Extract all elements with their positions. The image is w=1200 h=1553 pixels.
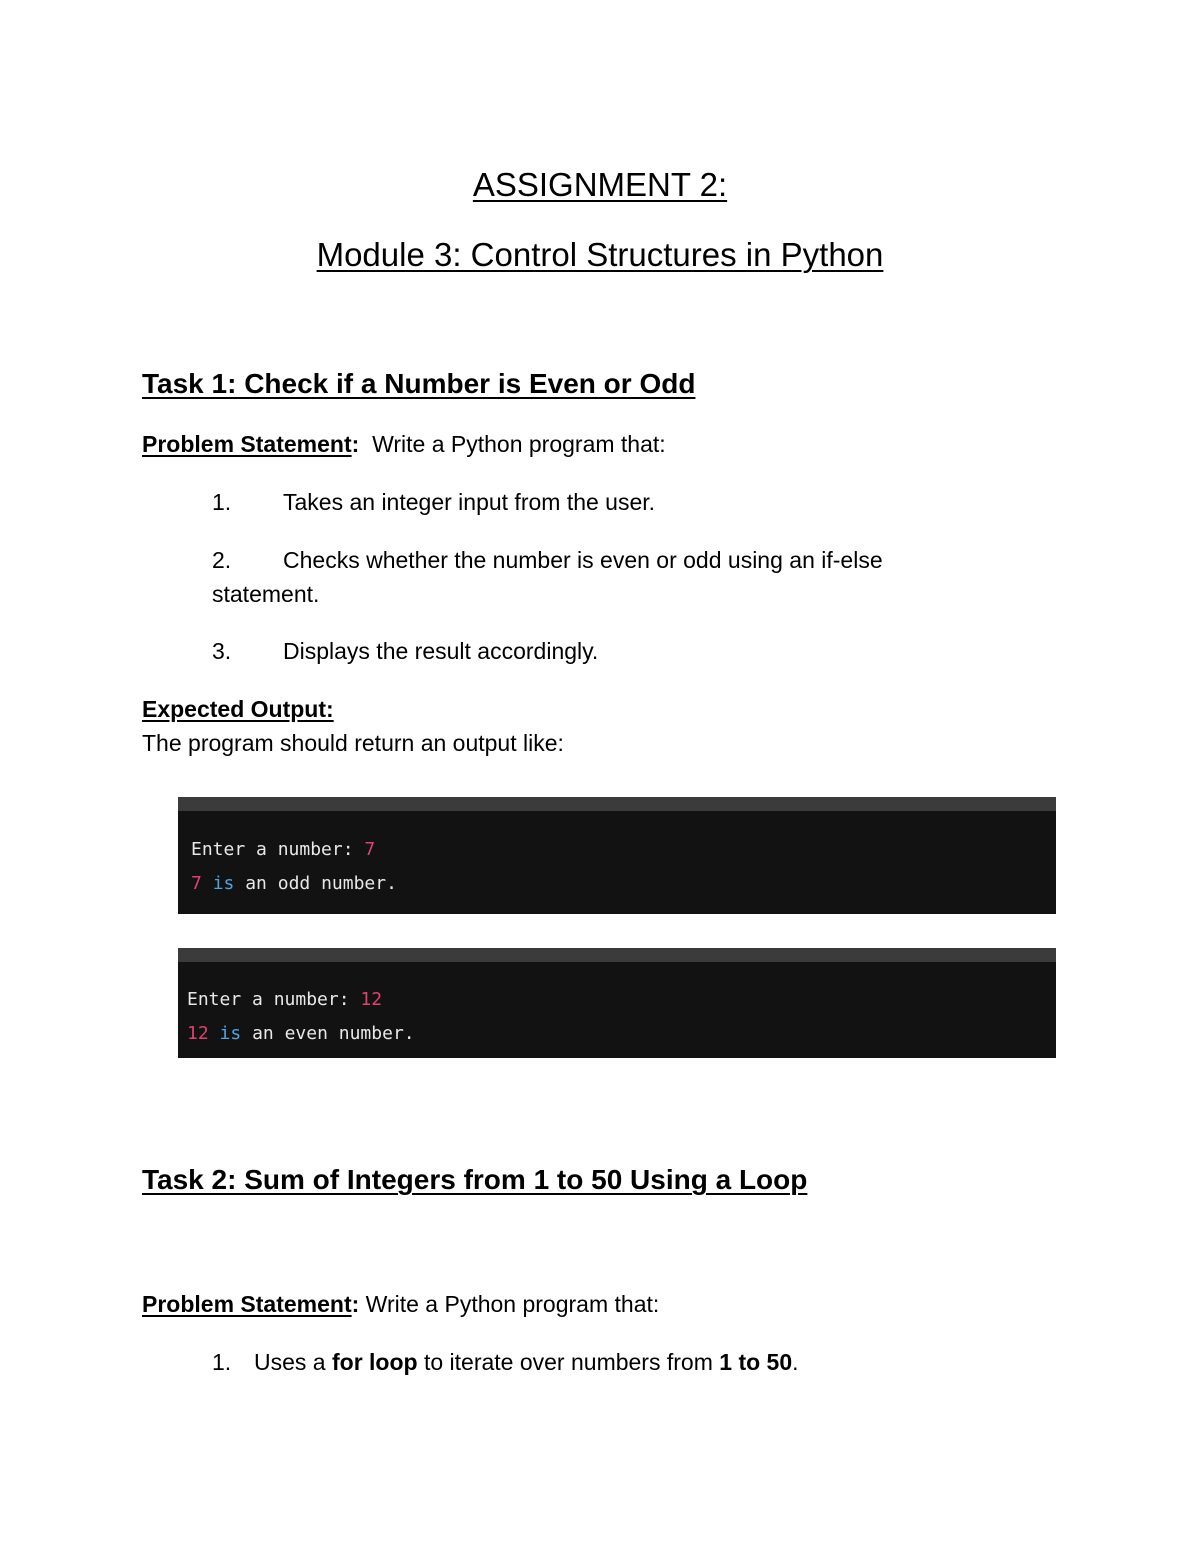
terminal-input-value: 12 <box>360 989 383 1010</box>
expected-output-label-text: Expected Output: <box>142 696 334 722</box>
terminal-prompt: Enter a number: <box>191 839 365 860</box>
terminal-prompt-line <box>187 989 382 1010</box>
step-number: 2. <box>212 547 232 573</box>
step-number: 1. <box>212 489 232 515</box>
problem-statement-colon: : <box>351 1291 360 1317</box>
step-continuation: statement. <box>212 581 320 607</box>
step-text-bold: 1 to 50 <box>719 1349 793 1375</box>
step-text: Takes an integer input from the user. <box>283 489 656 515</box>
terminal-result-text: an even number. <box>252 1023 415 1044</box>
terminal-output-even <box>178 948 1056 1058</box>
step-text: Checks whether the number is even or odd using an if-else <box>283 547 883 573</box>
problem-statement-label: Problem Statement <box>142 1291 352 1317</box>
terminal-title-bar <box>178 948 1056 962</box>
step-text-part: . <box>792 1349 799 1375</box>
task2-heading: Task 2: Sum of Integers from 1 to 50 Using a Loop <box>142 1164 808 1195</box>
step-text-part: Uses a <box>254 1349 332 1375</box>
task1-problem-statement <box>142 431 666 458</box>
terminal-result-keyword: is <box>212 873 235 894</box>
terminal-result-number: 12 <box>187 1023 209 1044</box>
terminal-result-keyword: is <box>219 1023 242 1044</box>
task1-heading: Task 1: Check if a Number is Even or Odd <box>142 368 696 399</box>
terminal-prompt: Enter a number: <box>187 989 361 1010</box>
problem-statement-label: Problem Statement <box>142 431 352 457</box>
terminal-output-odd <box>178 797 1056 914</box>
expected-output-label <box>142 696 334 723</box>
terminal-title-bar <box>178 797 1056 811</box>
problem-statement-text: Write a Python program that: <box>372 431 666 457</box>
step-number: 3. <box>212 638 232 664</box>
terminal-prompt-line <box>191 839 375 860</box>
step-text-bold: for loop <box>331 1349 418 1375</box>
terminal-result-number: 7 <box>191 873 202 894</box>
step-text <box>254 1349 799 1376</box>
terminal-result-text: an odd number. <box>245 873 397 894</box>
step-text: Displays the result accordingly. <box>283 638 599 664</box>
step-text-part: to iterate over numbers from <box>417 1349 720 1375</box>
step-number: 1. <box>212 1349 232 1375</box>
terminal-result-line <box>187 1023 415 1044</box>
expected-output-text: The program should return an output like: <box>142 730 564 756</box>
terminal-input-value: 7 <box>364 839 376 860</box>
problem-statement-text: Write a Python program that: <box>365 1291 660 1317</box>
terminal-result-line <box>191 873 397 894</box>
task2-problem-statement <box>142 1291 659 1318</box>
module-title: Module 3: Control Structures in Python <box>316 236 884 273</box>
assignment-title: ASSIGNMENT 2: <box>472 166 728 203</box>
problem-statement-colon: : <box>351 431 360 457</box>
